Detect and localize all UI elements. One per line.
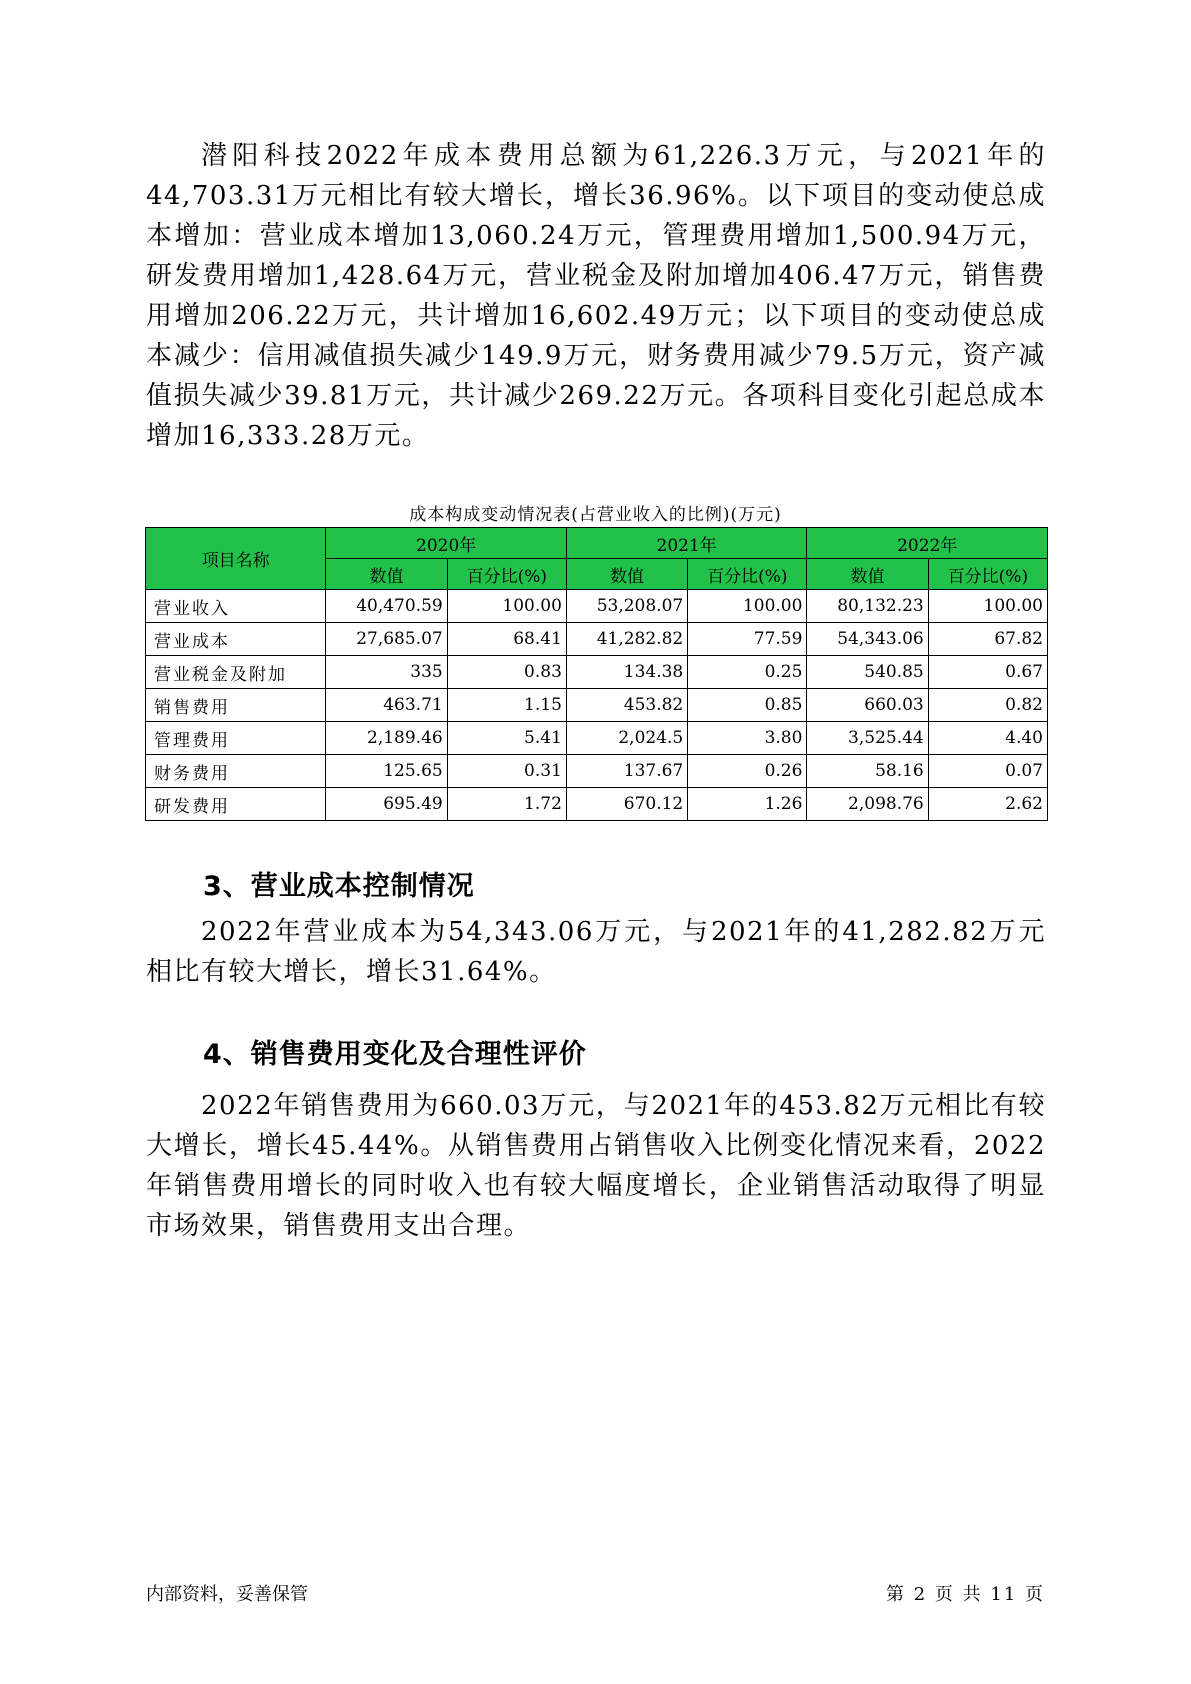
footer-confidential-note: 内部资料，妥善保管 [146, 1584, 308, 1605]
row-item-name: 财务费用 [146, 755, 326, 788]
percent-cell: 0.67 [928, 656, 1047, 689]
value-cell: 53,208.07 [566, 590, 687, 623]
row-item-name: 管理费用 [146, 722, 326, 755]
table-header-row-years [146, 528, 1048, 559]
row-item-name: 研发费用 [146, 788, 326, 821]
value-cell: 40,470.59 [326, 590, 447, 623]
percent-cell: 1.72 [447, 788, 566, 821]
table-body [146, 590, 1048, 821]
percent-cell: 0.25 [688, 656, 807, 689]
section-4-paragraph: 2022年销售费用为660.03万元，与2021年的453.82万元相比有较大增长，增长45.44%。从销售费用占销售收入比例变化情况来看，2022年销售费用增长的同时收入也有较大幅度增长，企业销售活动取得了明显市场效果，销售费用支出合理。 [146, 1091, 1046, 1241]
table-row [146, 590, 1048, 623]
percent-cell: 0.82 [928, 689, 1047, 722]
value-header: 数值 [326, 559, 447, 590]
year-header: 2020年 [326, 528, 567, 559]
value-cell: 134.38 [566, 656, 687, 689]
percent-cell: 67.82 [928, 623, 1047, 656]
value-cell: 453.82 [566, 689, 687, 722]
value-cell: 54,343.06 [807, 623, 928, 656]
value-cell: 27,685.07 [326, 623, 447, 656]
year-header: 2022年 [807, 528, 1048, 559]
value-cell: 2,098.76 [807, 788, 928, 821]
value-cell: 3,525.44 [807, 722, 928, 755]
value-cell: 695.49 [326, 788, 447, 821]
value-header: 数值 [566, 559, 687, 590]
value-header: 数值 [807, 559, 928, 590]
percent-header: 百分比(%) [928, 559, 1047, 590]
percent-cell: 5.41 [447, 722, 566, 755]
value-cell: 540.85 [807, 656, 928, 689]
percent-cell: 100.00 [447, 590, 566, 623]
table-row [146, 788, 1048, 821]
year-header: 2021年 [566, 528, 807, 559]
table-row [146, 689, 1048, 722]
percent-cell: 0.85 [688, 689, 807, 722]
value-cell: 80,132.23 [807, 590, 928, 623]
percent-cell: 68.41 [447, 623, 566, 656]
table-row [146, 623, 1048, 656]
percent-cell: 0.31 [447, 755, 566, 788]
item-name-header: 项目名称 [146, 528, 326, 590]
table-row [146, 722, 1048, 755]
value-cell: 41,282.82 [566, 623, 687, 656]
percent-cell: 3.80 [688, 722, 807, 755]
row-item-name: 营业成本 [146, 623, 326, 656]
percent-header: 百分比(%) [447, 559, 566, 590]
percent-cell: 100.00 [928, 590, 1047, 623]
percent-header: 百分比(%) [688, 559, 807, 590]
cost-summary-paragraph: 潜阳科技2022年成本费用总额为61,226.3万元，与2021年的44,703.31万元相比有较大增长，增长36.96%。以下项目的变动使总成本增加：营业成本增加13,060.24万元，管理费用增加1,500.94万元，研发费用增加1,428.64万元，营业税金及附加增加406.47万元，销售费用增加206.22万元，共计增加16,602.49万元；以下项目的变动使总成本减少：信用减值损失减少149.9万元，财务费用减少79.5万元，资产减值损失减少39.81万元，共计减少269.22万元。各项科目变化引起总成本增加16,333.28万元。 [146, 141, 1046, 451]
value-cell: 463.71 [326, 689, 447, 722]
percent-cell: 0.07 [928, 755, 1047, 788]
row-item-name: 销售费用 [146, 689, 326, 722]
table-row [146, 656, 1048, 689]
value-cell: 125.65 [326, 755, 447, 788]
percent-cell: 77.59 [688, 623, 807, 656]
value-cell: 670.12 [566, 788, 687, 821]
row-item-name: 营业税金及附加 [146, 656, 326, 689]
value-cell: 335 [326, 656, 447, 689]
table-caption: 成本构成变动情况表(占营业收入的比例)(万元) [409, 505, 782, 525]
value-cell: 2,189.46 [326, 722, 447, 755]
percent-cell: 100.00 [688, 590, 807, 623]
section-3-heading: 3、营业成本控制情况 [203, 871, 475, 902]
value-cell: 660.03 [807, 689, 928, 722]
percent-cell: 0.26 [688, 755, 807, 788]
section-4-heading: 4、销售费用变化及合理性评价 [203, 1039, 587, 1070]
percent-cell: 0.83 [447, 656, 566, 689]
row-item-name: 营业收入 [146, 590, 326, 623]
value-cell: 2,024.5 [566, 722, 687, 755]
footer-page-number: 第 2 页 共 11 页 [886, 1584, 1045, 1605]
section-3-paragraph: 2022年营业成本为54,343.06万元，与2021年的41,282.82万元相比有较大增长，增长31.64%。 [146, 917, 1046, 987]
percent-cell: 4.40 [928, 722, 1047, 755]
value-cell: 137.67 [566, 755, 687, 788]
percent-cell: 1.26 [688, 788, 807, 821]
percent-cell: 1.15 [447, 689, 566, 722]
cost-structure-table [145, 527, 1048, 821]
value-cell: 58.16 [807, 755, 928, 788]
table-row [146, 755, 1048, 788]
percent-cell: 2.62 [928, 788, 1047, 821]
